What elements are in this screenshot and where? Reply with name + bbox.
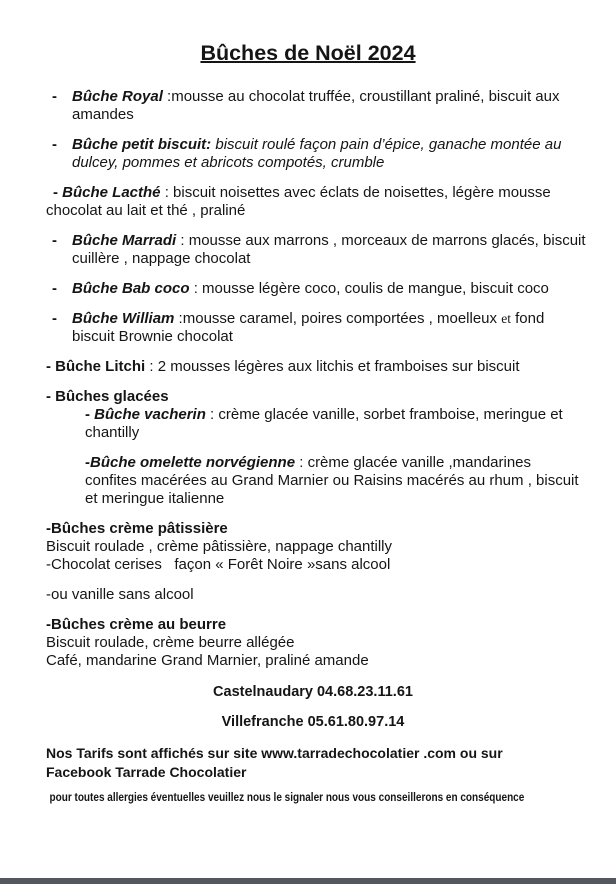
bullet-dash: - bbox=[52, 88, 57, 105]
tarifs-line: Nos Tarifs sont affichés sur site www.tarradechocolatier .com ou sur bbox=[46, 745, 503, 761]
item-description: chantilly bbox=[85, 424, 140, 441]
item-description: confites macérées au Grand Marnier ou Raisins macérés au rhum , biscuit bbox=[85, 472, 579, 489]
item-description: cuillère , nappage chocolat bbox=[72, 250, 251, 267]
section-line: -Chocolat cerises façon « Forêt Noire »sans alcool bbox=[46, 556, 391, 573]
section-heading-buches-glacees bbox=[46, 388, 580, 406]
bottom-border-bar bbox=[0, 878, 616, 884]
bullet-dash: - bbox=[85, 406, 95, 423]
bullet-dash: - bbox=[85, 454, 90, 471]
section-line: -ou vanille sans alcool bbox=[46, 586, 194, 603]
item-name: Bûche William bbox=[72, 310, 175, 327]
item-name: Bûche Bab coco bbox=[72, 280, 190, 297]
item-description: biscuit Brownie chocolat bbox=[72, 328, 233, 345]
menu-item-buche-litchi bbox=[46, 358, 580, 376]
menu-item-buche-vacherin bbox=[85, 406, 580, 442]
bullet-dash: - bbox=[46, 358, 56, 375]
item-description: :mousse caramel, poires comportées , moelleux bbox=[174, 310, 502, 327]
section-buches-creme-patissiere bbox=[46, 520, 580, 574]
section-heading: Bûches glacées bbox=[55, 388, 169, 405]
bullet-dash: - bbox=[52, 232, 57, 249]
item-description: : biscuit noisettes avec éclats de noisettes, légère mousse bbox=[160, 184, 551, 201]
page-title: Bûches de Noël 2024 bbox=[200, 41, 416, 65]
item-name: Bûche omelette norvégienne bbox=[90, 454, 296, 471]
item-description: :mousse au chocolat truffée, croustillant praliné, biscuit aux bbox=[162, 88, 560, 105]
allergies-notice: pour toutes allergies éventuelles veuillez nous le signaler nous vous conseillerons en conséquence bbox=[49, 792, 525, 804]
menu-item-buche-omelette-norvegienne bbox=[85, 454, 580, 508]
bullet-dash: - bbox=[53, 184, 63, 201]
item-description: : crème glacée vanille ,mandarines bbox=[295, 454, 532, 471]
menu-item-buche-royal bbox=[46, 88, 580, 124]
section-line: Biscuit roulade, crème beurre allégée bbox=[46, 634, 295, 651]
menu-item-buche-bab-coco bbox=[46, 280, 580, 298]
item-description: : crème glacée vanille, sorbet framboise, meringue et bbox=[205, 406, 563, 423]
item-name: Bûche Lacthé bbox=[62, 184, 161, 201]
section-line: Café, mandarine Grand Marnier, praliné amande bbox=[46, 652, 369, 669]
item-description: fond bbox=[510, 310, 545, 327]
item-description-et: et bbox=[501, 311, 511, 326]
item-name: Bûche Royal bbox=[72, 88, 163, 105]
menu-item-buche-william bbox=[46, 310, 580, 346]
bullet-dash: - bbox=[52, 280, 57, 297]
section-heading: -Bûches crème au beurre bbox=[46, 616, 227, 633]
phone-villefranche: Villefranche 05.61.80.97.14 bbox=[221, 714, 405, 730]
item-description: : mousse légère coco, coulis de mangue, biscuit coco bbox=[189, 280, 549, 297]
bullet-dash: - bbox=[52, 136, 57, 153]
menu-item-buche-marradi bbox=[46, 232, 586, 268]
section-heading: -Bûches crème pâtissière bbox=[46, 520, 228, 537]
menu-item-buche-lacthe bbox=[46, 184, 580, 220]
item-description: : 2 mousses légères aux litchis et framboises sur biscuit bbox=[145, 358, 520, 375]
bullet-dash: - bbox=[46, 388, 56, 405]
section-buches-creme-au-beurre bbox=[46, 616, 580, 670]
item-description: : mousse aux marrons , morceaux de marrons glacés, biscuit bbox=[176, 232, 586, 249]
item-name: Bûche vacherin bbox=[94, 406, 206, 423]
item-name: Bûche petit biscuit: bbox=[72, 136, 212, 153]
bullet-dash: - bbox=[52, 310, 57, 327]
item-name: Bûche Marradi bbox=[72, 232, 177, 249]
section-line: Biscuit roulade , crème pâtissière, nappage chantilly bbox=[46, 538, 393, 555]
option-vanille-sans-alcool bbox=[46, 586, 580, 604]
menu-item-buche-petit-biscuit bbox=[46, 136, 580, 172]
item-description: amandes bbox=[72, 106, 134, 123]
tarifs-line: Facebook Tarrade Chocolatier bbox=[46, 764, 247, 780]
phone-castelnaudary: Castelnaudary 04.68.23.11.61 bbox=[213, 684, 413, 700]
item-description: biscuit roulé façon pain d’épice, ganache montée au bbox=[211, 136, 562, 153]
item-description: chocolat au lait et thé , praliné bbox=[46, 202, 246, 219]
item-description: dulcey, pommes et abricots compotés, crumble bbox=[72, 154, 385, 171]
item-name: Bûche Litchi bbox=[55, 358, 146, 375]
item-description: et meringue italienne bbox=[85, 490, 225, 507]
tarifs-notice bbox=[46, 744, 580, 782]
